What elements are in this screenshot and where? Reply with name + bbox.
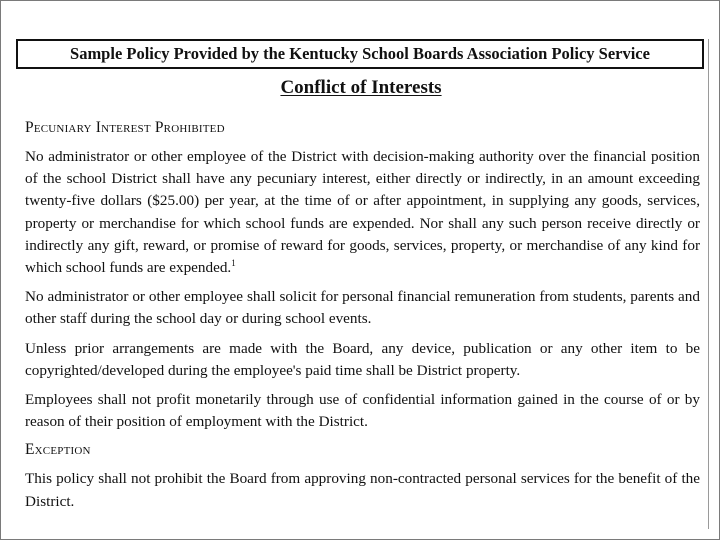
section-heading-pecuniary-interest: Pecuniary Interest Prohibited	[25, 119, 225, 136]
paragraph-solicitation: No administrator or other employee shall solicit for personal financial remuneration from students, parents and other staff during the school day or during school events.	[25, 288, 700, 328]
document-body	[25, 118, 700, 520]
document-title: Conflict of Interests	[280, 77, 442, 98]
policy-service-banner: Sample Policy Provided by the Kentucky School Boards Association Policy Service	[16, 39, 704, 69]
paragraph-exception: This policy shall not prohibit the Board from approving non-contracted personal services for the benefit of the District.	[25, 470, 700, 510]
page-edge-line	[708, 39, 709, 529]
section-heading-exception: Exception	[25, 441, 91, 459]
paragraph-pecuniary-interest	[25, 146, 700, 279]
paragraph-copyright: Unless prior arrangements are made with the Board, any device, publication or any other item to be copyrighted/developed during the employee's paid time shall be District property.	[25, 339, 700, 379]
paragraph-confidential-information: Employees shall not profit monetarily through use of confidential information gained in the course of or by reason of their position of employment with the District.	[25, 391, 700, 431]
footnote-marker: 1	[231, 257, 236, 268]
paragraph-text: No administrator or other employee of the District with decision-making authority over the financial position of the school District shall have any pecuniary interest, either directly or indirectly, in an amount exceeding twenty-five dollars ($25.00) per year, at the time of or after appointment, in supplying any goods, services, property or merchandise for which school funds are expended. Nor shall any such person receive directly or indirectly any gift, reward, or promise of reward for goods, services, property, or merchandise of any kind for which school funds are expended.	[25, 148, 700, 277]
